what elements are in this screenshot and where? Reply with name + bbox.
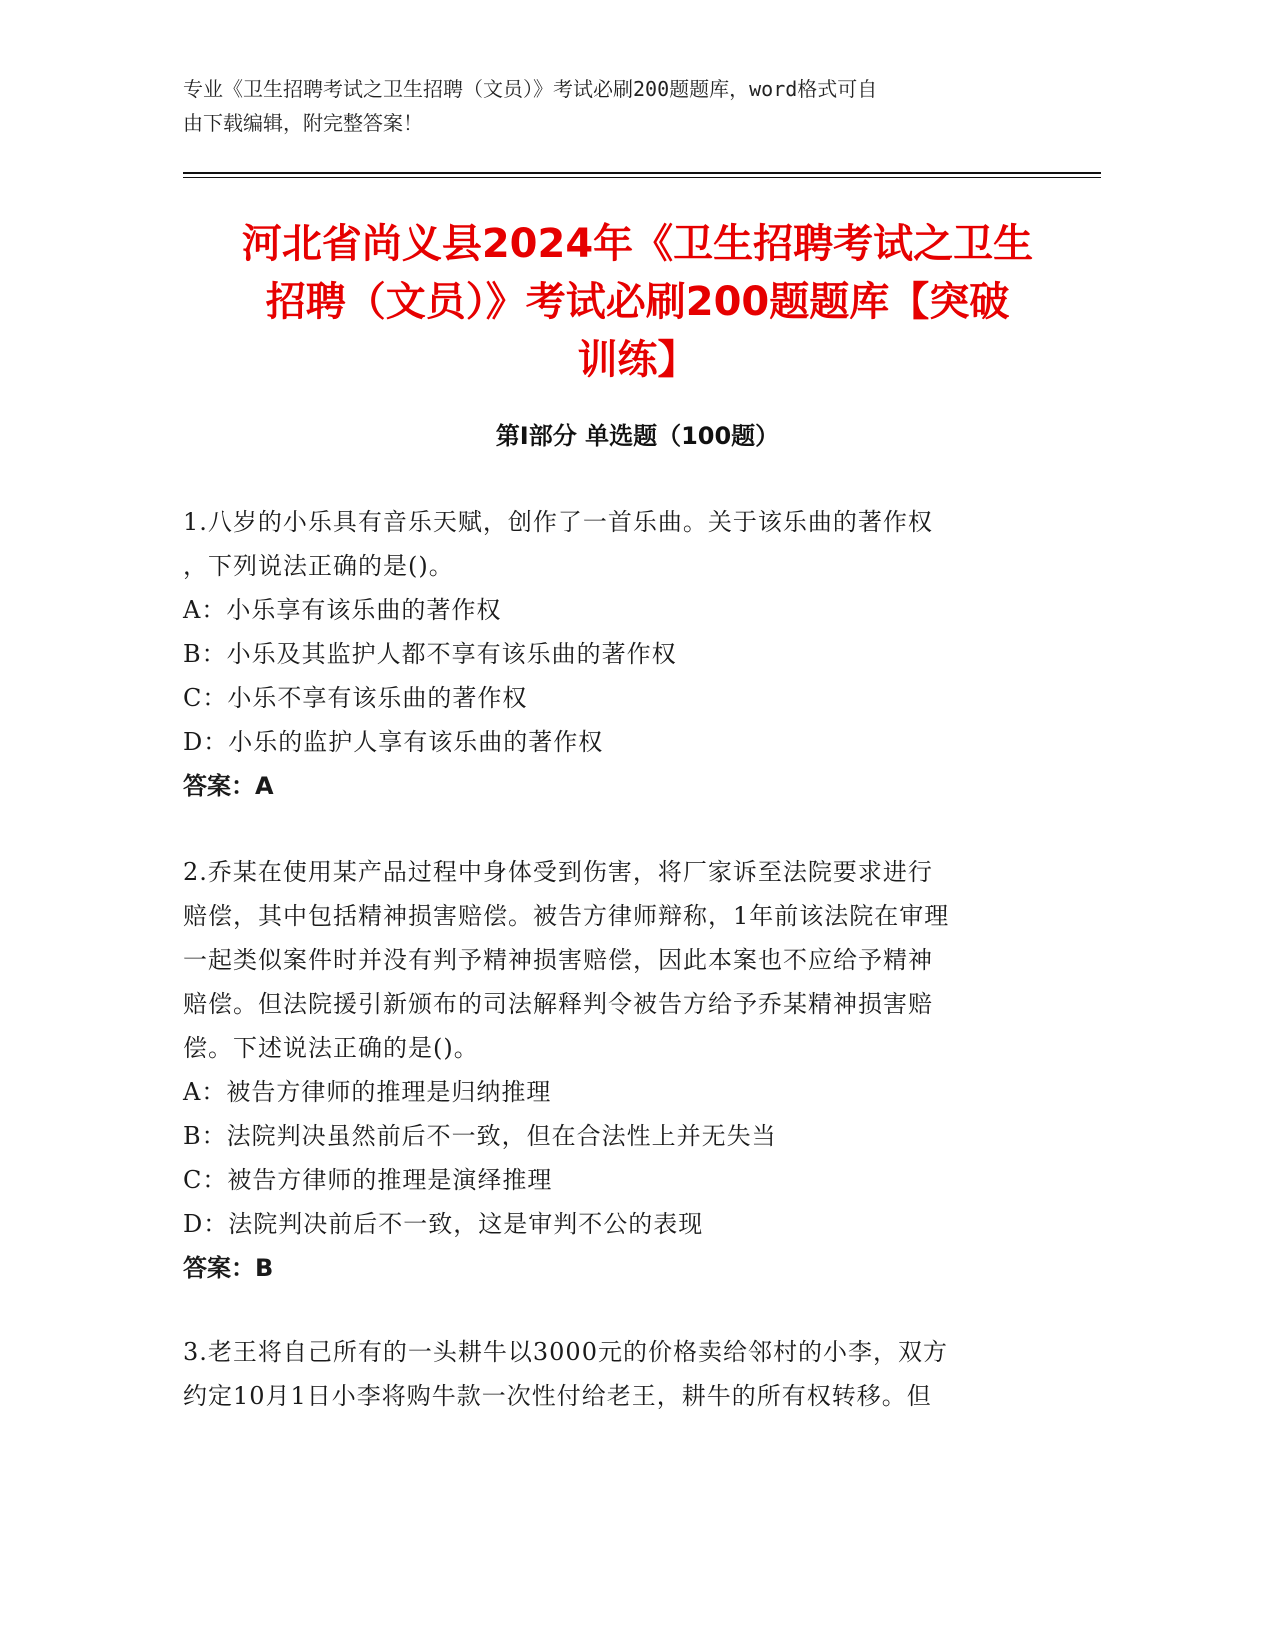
option-a: A：被告方律师的推理是归纳推理 <box>183 1078 552 1106</box>
header-divider-thin <box>183 177 1101 178</box>
header-note <box>183 72 1063 140</box>
question-stem-line: 赔偿。但法院援引新颁布的司法解释判令被告方给予乔某精神损害赔 <box>183 990 933 1018</box>
header-divider-thick <box>183 172 1101 174</box>
question-1 <box>183 500 1053 808</box>
header-note-line: 专业《卫生招聘考试之卫生招聘（文员）》考试必刷200题题库，word格式可自 <box>183 77 878 101</box>
option-a: A：小乐享有该乐曲的著作权 <box>183 596 502 624</box>
question-stem-line: 一起类似案件时并没有判予精神损害赔偿，因此本案也不应给予精神 <box>183 946 933 974</box>
option-d: D：小乐的监护人享有该乐曲的著作权 <box>183 728 604 756</box>
option-b: B：小乐及其监护人都不享有该乐曲的著作权 <box>183 640 677 668</box>
question-stem-line: 1.八岁的小乐具有音乐天赋，创作了一首乐曲。关于该乐曲的著作权 <box>183 508 933 536</box>
question-stem-line: 约定10月1日小李将购牛款一次性付给老王，耕牛的所有权转移。但 <box>183 1382 932 1410</box>
header-note-line: 由下载编辑，附完整答案！ <box>183 111 423 135</box>
title-line: 河北省尚义县2024年《卫生招聘考试之卫生 <box>241 221 1034 267</box>
question-stem-line: 偿。下述说法正确的是()。 <box>183 1034 479 1062</box>
title-line: 训练】 <box>577 337 698 383</box>
question-stem-line: 2.乔某在使用某产品过程中身体受到伤害，将厂家诉至法院要求进行 <box>183 858 933 886</box>
answer-line: 答案：A <box>183 772 274 800</box>
option-d: D：法院判决前后不一致，这是审判不公的表现 <box>183 1210 704 1238</box>
section-heading: 第Ⅰ部分 单选题（100题） <box>495 422 780 450</box>
option-b: B：法院判决虽然前后不一致，但在合法性上并无失当 <box>183 1122 777 1150</box>
question-3 <box>183 1330 1053 1418</box>
question-stem-line: 赔偿，其中包括精神损害赔偿。被告方律师辩称，1年前该法院在审理 <box>183 902 950 930</box>
option-c: C：小乐不享有该乐曲的著作权 <box>183 684 528 712</box>
question-stem-line: ，下列说法正确的是()。 <box>183 552 454 580</box>
answer-line: 答案：B <box>183 1254 274 1282</box>
document-title <box>170 215 1105 389</box>
option-c: C：被告方律师的推理是演绎推理 <box>183 1166 553 1194</box>
question-stem-line: 3.老王将自己所有的一头耕牛以3000元的价格卖给邻村的小李，双方 <box>183 1338 948 1366</box>
title-line: 招聘（文员）》考试必刷200题题库【突破 <box>265 279 1010 325</box>
question-2 <box>183 850 1053 1290</box>
